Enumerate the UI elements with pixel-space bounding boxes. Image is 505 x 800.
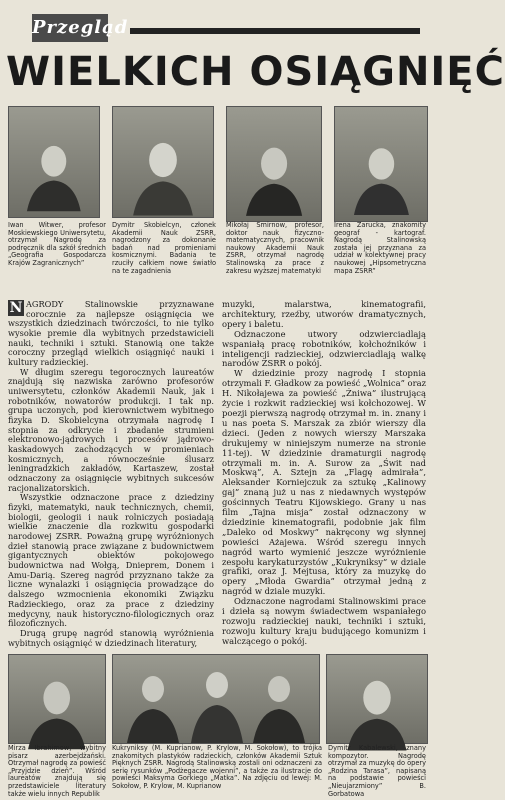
- drop-cap: N: [9, 300, 23, 316]
- caption-witwer: Iwan Witwer, profesor Moskiewskiego Uniwersytetu, otrzymał Nagrodę za podręcznik dla szkół średnich „Geografia Gospodarcza Krajów Zagranicznych”: [8, 221, 106, 267]
- photo-kabalewski: [326, 654, 428, 744]
- caption-kabalewski: Dymitr Kabalewski, znany kompozytor. Nagrodę otrzymał za muzykę do opery „Rodzina Tarasa”, napisaną na podstawie powieści „Nieujarzmiony” B. Gorbatowa: [328, 744, 426, 798]
- paragraph: N AGRODY Stalinowskie przyznawane corocznie za najlepsze osiągnięcia we wszystkich dziedzinach twórczości, to nie tylko wysokie premie dla wybitnych przedstawicieli nauki, techniki i sztuki. Stanowią one także coroczny przegląd wielkich osiągnięć nauki i kultury radzieckiej.: [8, 299, 214, 368]
- portrait-figure: [25, 120, 83, 226]
- portrait-figure: [131, 120, 195, 226]
- paragraph: W długim szeregu tegorocznych laureatów znajdują się nazwiska zarówno profesorów uniwersytetu, członków Akademii Nauk, jak i robotników, nowatorów produkcji. I tak np. grupa uczonych, pod kierownictwem wybitnego fizyka D. Skobielcyna otrzymała nagrodę I stopnia za odkrycie i zbadanie strumieni elektronowo-jądrowych i procesów jądrowo-kaskadowych zachodzących w promieniach kosmicznych, a równocześnie ślusarz leningradzkich zakładów, Kartaszew, został odznaczony za osiągnięcie wybitnych sukcesów racjonalizatorskich.: [8, 366, 214, 493]
- title-rule: [130, 28, 420, 34]
- article-column-1: [8, 300, 214, 652]
- photo-smirnow: [226, 106, 322, 222]
- paragraph: Odznaczone utwory odzwierciadlają wspaniałą pracę robotników, kołchoźników i inteligencji radzieckiej, odzwierciadlają walkę narodów ZSRR o pokój.: [222, 328, 426, 369]
- caption-zarucka: Irena Zarucka, znakomity geograf - kartograf. Nagrodą Stalinowską została jej przyznana za udział w kolektywnej pracy naukowej „Hipsometryczna mapa ZSRR”: [334, 221, 426, 275]
- caption-kukryniksy: Kukryniksy (M. Kuprianow, P. Krylow, M. Sokołow), to trójka znakomitych plastyków radzieckich, członków Akademii Sztuk Pięknych ZSRR. Nagrodą Stalinowską zostali oni odznaczeni za serię rysunków „Podżegacze wojenni”, a także za ilustracje do powieści Maksyma Gorkiego „Matka”. Na zdjęciu od lewej: M. Sokołow, P. Krylow, M. Kuprianow: [112, 744, 322, 790]
- paragraph: Odznaczone nagrodami Stalinowskimi prace i dzieła są nowym świadectwem wspaniałego rozwoju radzieckiej nauki, techniki i sztuki, rozwoju kultury kraju budującego komunizm i walczącego o pokój.: [222, 596, 426, 646]
- paragraph: muzyki, malarstwa, kinematografii, architektury, rzeźby, utworów dramatycznych, opery i baletu.: [222, 299, 426, 329]
- caption-skobielcyn: Dymitr Skobielcyn, członek Akademii Nauk ZSRR, nagrodzony za dokonanie badań nad promieniami kosmicznymi. Badania te rzuciły całkiem nowe światło na te zagadnienia: [112, 221, 216, 275]
- paragraph: Wszystkie odznaczone prace z dziedziny fizyki, matematyki, nauk technicznych, chemii, biologii, geologii i nauk rolniczych posiadają wielkie znaczenie dla rozkwitu gospodarki narodowej ZSRR. Poważną grupę wyróżnionych dzieł stanowią prace związane z budownictwem gigantycznych obiektów pokojowego budownictwa nad Wołgą, Dnieprem, Donem i Amu-Darią. Szereg nagród przyznano także za liczne wynalazki i osiągnięcia prowadzące do dalszego wzmocnienia ekonomiki Związku Radzieckiego, oraz za prace z dziedziny medycyny, nauk historyczno-filologicznych oraz filozoficznych.: [8, 492, 214, 629]
- portrait-figure: [244, 121, 304, 230]
- kicker-label: Przegląd: [32, 14, 108, 42]
- portrait-figure: [352, 121, 411, 230]
- photo-witwer: [8, 106, 100, 218]
- photo-skobielcyn: [112, 106, 214, 218]
- photo-kukryniksy: [112, 654, 320, 744]
- portrait-figure: [345, 666, 409, 750]
- paragraph: W dziedzinie prozy nagrodę I stopnia otrzymali F. Gładkow za powieść „Wolnica” oraz H. Nikołajewa za powieść „Żniwa” ilustrującą życie i rozkwit radzieckiej wsi kołchozowej. W poezji pierwszą nagrodę otrzymał m. in. znany i u nas poeta S. Marszak za zbiór wierszy dla dzieci. (Jeden z nowych wierszy Marszaka drukujemy w niniejszym numerze na stronie 11-tej). W dziedzinie dramaturgii nagrodę otrzymali m. in. A. Surow za „Świt nad Moskwą”, A. Sztejn za „Flagę admirała”, Aleksander Korniejczuk za sztukę „Kalinowy gaj” znaną już u nas z niedawnych występów gościnnych Teatru Kijowskiego. Grany u nas film „Tajna misja” został odznaczony w dziedzinie kinematografii, podobnie jak film „Daleko od Moskwy” nakręcony wg słynnej powieści Ażajewa. Wśród szeregu innych nagród warto wymienić jeszcze wyróżnienie zespołu karykaturzystów „Kukryniksy” w dziale grafiki, oraz J. Mejtusa, który za muzykę do opery „Młoda Gwardia” otrzymał jedną z nagród w dziale muzyki.: [222, 368, 426, 597]
- group-figures: [113, 655, 319, 743]
- page-title: WIELKICH OSIĄGNIĘĆ: [6, 49, 505, 95]
- header: [0, 0, 505, 108]
- caption-smirnow: Mikołaj Smirnow, profesor, doktor nauk fizyczno-matematycznych, pracownik naukowy Akademii Nauk ZSRR, otrzymał nagrodę Stalinowską za prace z zakresu wyższej matematyki: [226, 221, 324, 275]
- caption-ibrahimow: Mirza Ibrahimow, wybitny pisarz azerbejdżański. Otrzymał nagrodę za powieść „Przyjdzie dzień”. Wśród laureatów znajdują się przedstawiciele literatury także wielu innych Republik: [8, 744, 106, 798]
- photo-zarucka: [334, 106, 428, 222]
- paragraph: Drugą grupę nagród stanowią wyróżnienia wybitnych osiągnięć w dziedzinach literatury,: [8, 627, 214, 648]
- article-column-2: [222, 300, 426, 652]
- photo-ibrahimow: [8, 654, 106, 744]
- portrait-figure: [26, 666, 87, 750]
